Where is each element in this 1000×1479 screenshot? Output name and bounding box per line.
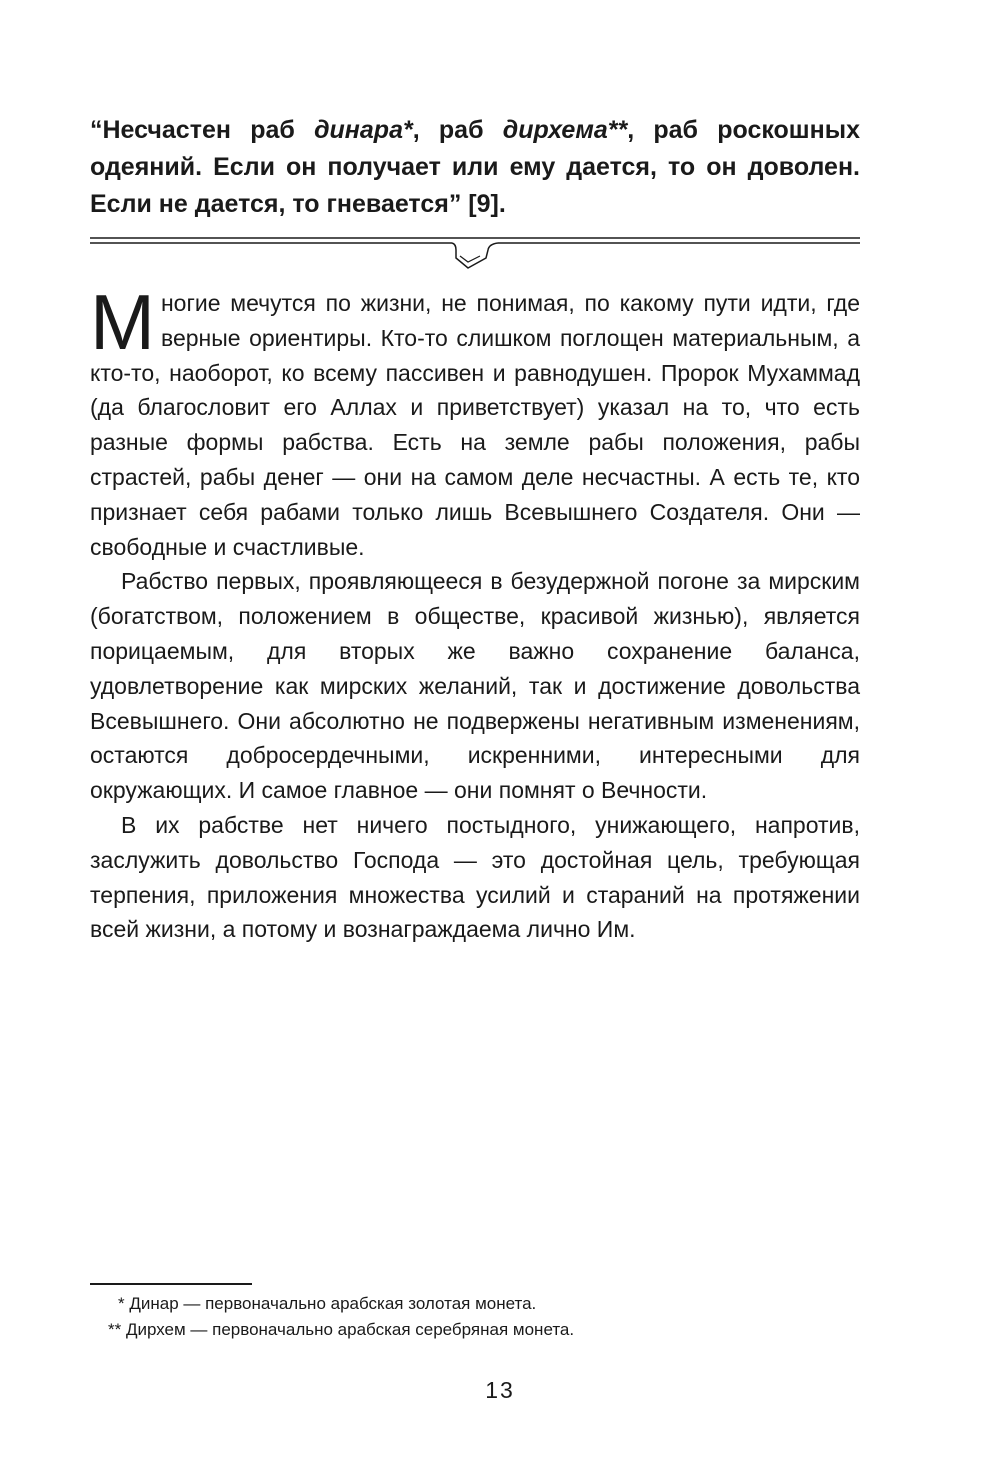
ornamental-divider — [90, 232, 860, 272]
footnotes — [90, 1291, 860, 1343]
quote-text-1: “Несчастен раб — [90, 116, 315, 144]
quote-term-dirham: дирхема** — [502, 116, 628, 144]
hadith-quote — [90, 112, 860, 223]
drop-cap: М — [90, 278, 155, 366]
footnote-dirham: ** Дирхем — первоначально арабская серебряная монета. — [108, 1320, 575, 1339]
footnote-rule — [90, 1283, 252, 1285]
quote-text-3: , раб роскошных одеяний. Если он получает или ему дается, то он доволен. Если не дается, то гневается” [9]. — [90, 116, 860, 218]
quote-text-2: , раб — [412, 116, 503, 144]
footnote-dinar: * Динар — первоначально арабская золотая монета. — [118, 1294, 537, 1313]
page-number: 13 — [485, 1377, 515, 1403]
paragraph-3: В их рабстве нет ничего постыдного, унижающего, напротив, заслужить довольство Господа — это достойная цель, требующая терпения, приложения множества усилий и стараний на протяжении всей жизни, а потому и вознаграждаема лично Им. — [90, 811, 860, 943]
main-text — [90, 278, 860, 947]
paragraph-1 — [90, 278, 860, 564]
paragraph-1-text: ногие мечутся по жизни, не понимая, по какому пути идти, где верные ориентиры. Кто-то слишком поглощен материальным, а кто-то, наоборот, ко всему пассивен и равнодушен. Пророк Мухаммад (да благословит его Аллах и приветствует) указал на то, что есть разные формы рабства. Есть на земле рабы положения, рабы страстей, рабы денег — они на самом деле несчастны. А есть те, кто признает себя рабами только лишь Всевышнего Создателя. Они — свободные и счастливые. — [90, 290, 860, 560]
quote-term-dinar: динара* — [314, 116, 413, 144]
paragraph-2: Рабство первых, проявляющееся в безудержной погоне за мирским (богатством, положением в обществе, красивой жизнью), является порицаемым, для вторых же важно сохранение баланса, удовлетворение как мирских желаний, так и достижение довольства Всевышнего. Они абсолютно не подвержены негативным изменениям, остаются добросердечными, искренними, интересными для окружающих. И самое главное — они помнят о Вечности. — [90, 568, 860, 804]
